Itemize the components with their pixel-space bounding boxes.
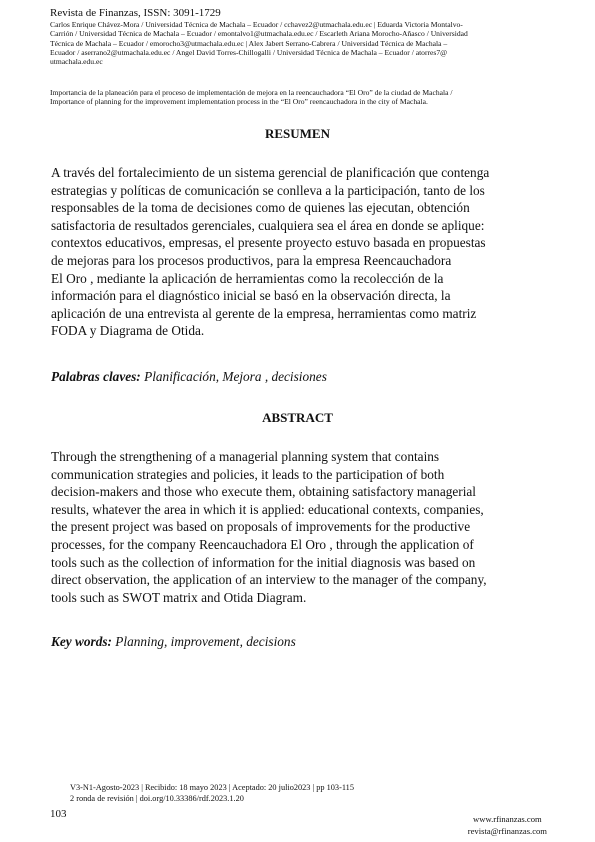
abstract-line: tools such as the collection of information for the initial diagnosis was based on <box>51 554 476 570</box>
article-title-line: Importance of planning for the improvement implementation process in the “El Oro” reencauchadora in the city of Machala. <box>50 97 428 107</box>
palabras-claves-label: Palabras claves: <box>51 369 141 384</box>
abstract-line: direct observation, the application of an interview to the manager of the company, <box>51 572 487 588</box>
resumen-line: El Oro , mediante la aplicación de herramientas como la recolección de la <box>51 270 444 286</box>
resumen-line: aplicación de una entrevista al gerente de la empresa, herramientas como matriz <box>51 305 477 321</box>
publication-info <box>70 782 354 804</box>
abstract-paragraph <box>51 448 561 606</box>
author-line: utmachala.edu.ec <box>50 57 103 67</box>
author-line: Carlos Enrique Chávez-Mora / Universidad Técnica de Machala – Ecuador / cchavez2@utmachala.edu.ec | Eduarda Victoria Montalvo- <box>50 20 463 29</box>
resumen-paragraph <box>51 164 561 340</box>
key-words <box>51 634 296 650</box>
resumen-line: estrategias y políticas de comunicación se conlleva a la participación, tanto de los <box>51 182 485 198</box>
article-title <box>50 88 550 107</box>
resumen-heading: RESUMEN <box>264 126 330 141</box>
abstract-line: processes, for the company Reencauchadora El Oro , through the application of <box>51 536 474 552</box>
abstract-line: results, whatever the area in which it is applied: educational contexts, companies, <box>51 501 484 517</box>
resumen-line: de mejoras para los procesos productivos, para la empresa Reencauchadora <box>51 252 452 268</box>
article-title-line: Importancia de la planeación para el proceso de implementación de mejora en la reencauchadora “El Oro” de la ciudad de Machala / <box>50 88 453 97</box>
abstract-line: decision-makers and those who execute them, obtaining satisfactory managerial <box>51 484 476 500</box>
publication-info-line: V3-N1-Agosto-2023 | Recibido: 18 mayo 2023 | Aceptado: 20 julio2023 | pp 103-115 <box>70 783 354 792</box>
abstract-line: the present project was based on proposals of improvements for the productive <box>51 519 471 535</box>
author-affiliations <box>50 20 550 66</box>
author-line: Ecuador / aserrano2@utmachala.edu.ec / Angel David Torres-Chillogalli / Universidad Técnica de Machala – Ecuador / atorres7@ <box>50 47 448 57</box>
key-words-label: Key words: <box>51 634 112 649</box>
key-words-values: Planning, improvement, decisions <box>111 634 296 649</box>
abstract-line: tools such as SWOT matrix and Otida Diagram. <box>51 589 307 605</box>
palabras-claves <box>51 369 327 385</box>
resumen-line: FODA y Diagrama de Otida. <box>51 323 205 339</box>
abstract-heading: ABSTRACT <box>262 410 333 425</box>
author-line: Técnica de Machala – Ecuador / emorocho3@utmachala.edu.ec | Alex Jabert Serrano-Cabrera / Universidad Técnica de Machala – <box>50 38 448 48</box>
abstract-line: communication strategies and policies, it leads to the participation of both <box>51 466 445 482</box>
author-line: Carrión / Universidad Técnica de Machala – Ecuador / emontalvo1@utmachala.edu.ec / Escarleth Ariana Morocho-Añasco / Universidad <box>50 29 468 39</box>
footer-contact <box>468 813 547 837</box>
page-number: 103 <box>50 808 67 820</box>
resumen-line: responsables de la toma de decisiones como de quienes las ejecutan, obtención <box>51 200 470 216</box>
palabras-claves-values: Planificación, Mejora , decisiones <box>140 369 327 384</box>
journal-title: Revista de Finanzas, ISSN: 3091-1729 <box>50 7 221 19</box>
resumen-line: información para el diagnóstico inicial se basó en la observación directa, la <box>51 288 451 304</box>
abstract-line: Through the strengthening of a managerial planning system that contains <box>51 449 440 464</box>
resumen-line: satisfactoria de resultados gerenciales, cualquiera sea el área en donde se aplique: <box>51 217 485 233</box>
email-link[interactable]: revista@rfinanzas.com <box>467 826 547 836</box>
website-link[interactable]: www.rfinanzas.com <box>473 814 542 824</box>
resumen-line: A través del fortalecimiento de un sistema gerencial de planificación que contenga <box>51 165 490 180</box>
resumen-line: contextos educativos, empresas, el presente proyecto estuvo basada en propuestas <box>51 235 486 251</box>
publication-info-line: 2 ronda de revisión | doi.org/10.33386/rdf.2023.1.20 <box>70 794 244 803</box>
